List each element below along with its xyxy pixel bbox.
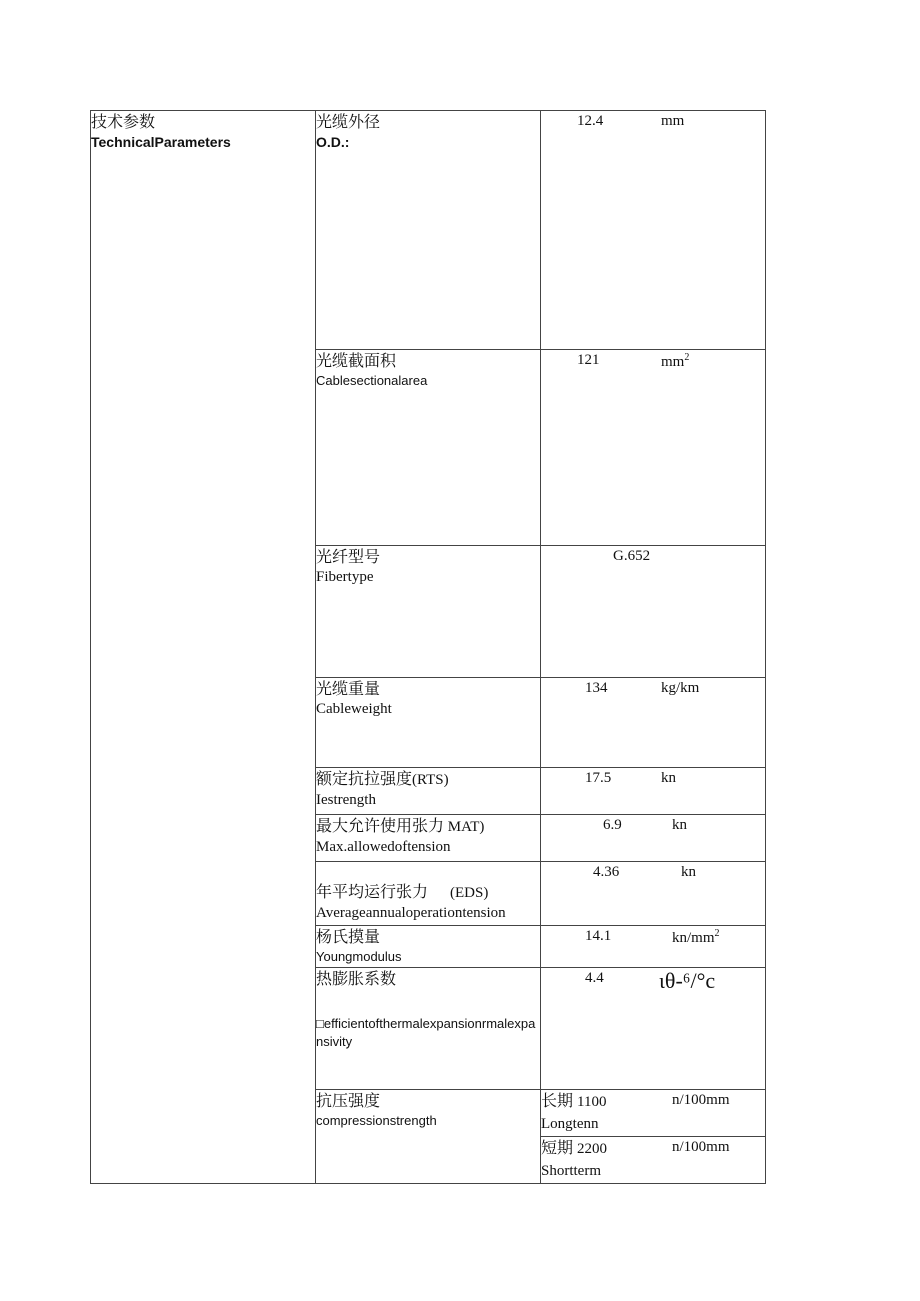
short-term-label-en: Shortterm [541, 1163, 601, 1179]
param-value: 121 [577, 352, 600, 368]
param-label-cell [316, 678, 541, 768]
section-cell [91, 111, 316, 1184]
param-value-cell [541, 926, 766, 968]
technical-parameters-table [90, 110, 766, 1184]
section-title-cn: 技术参数 [91, 112, 156, 131]
param-value-cell [541, 862, 766, 926]
param-unit: $kn/mm^2$ [672, 928, 720, 946]
param-value-cell [541, 768, 766, 815]
param-name-cn: 抗压强度 [316, 1091, 381, 1110]
param-name-en: Max.allowedoftension [316, 839, 451, 855]
param-value: 6.9 [603, 817, 622, 833]
param-label-cell [316, 350, 541, 546]
param-unit: $mm^2$ [661, 352, 690, 370]
param-value-cell [541, 111, 766, 350]
param-name-cn: 杨氏摸量 [316, 927, 381, 946]
param-name-cn: 光缆截面积 [316, 351, 397, 370]
param-label-cell [316, 768, 541, 815]
param-value-cell [541, 1137, 766, 1184]
param-name-en: Averageannualoperationtension [316, 905, 506, 921]
param-label-cell [316, 815, 541, 862]
param-value-cell [541, 350, 766, 546]
param-name-cn: 最大允许使用张力 MAT) [316, 816, 485, 835]
param-value: 12.4 [577, 113, 604, 129]
param-unit: kn [672, 817, 687, 833]
param-name-en: Fibertype [316, 569, 374, 585]
param-name-en: □efficientofthermalexpansionrmalexpansivity [316, 1016, 536, 1049]
section-title-en: TechnicalParameters [91, 134, 231, 150]
param-name-cn: 额定抗拉强度(RTS) [316, 769, 449, 788]
long-term-label-en: Longtenn [541, 1116, 599, 1132]
param-value-cell [541, 968, 766, 1090]
param-label-cell [316, 968, 541, 1090]
param-unit: kg/km [661, 680, 700, 696]
param-name-en: Cableweight [316, 701, 392, 717]
param-name-en: Youngmodulus [316, 949, 402, 964]
param-name-cn: 光缆重量 [316, 679, 381, 698]
param-value-cell [541, 678, 766, 768]
param-unit: n/100mm [672, 1139, 730, 1155]
param-name-en: Cablesectionalarea [316, 373, 428, 388]
param-value: 4.36 [593, 864, 620, 880]
long-term-value: 长期 1100 [541, 1091, 607, 1110]
param-name-cn: 光缆外径 [316, 112, 381, 131]
param-unit: kn [661, 770, 676, 786]
param-label-cell [316, 546, 541, 678]
param-label-cell [316, 111, 541, 350]
param-name-cn: 年平均运行张力 (EDS) [316, 882, 489, 901]
param-unit: mm [661, 113, 685, 129]
short-term-value: 短期 2200 [541, 1138, 608, 1157]
param-unit: ιθ-⁶/°c [659, 968, 716, 993]
param-value-cell [541, 546, 766, 678]
param-label-cell [316, 926, 541, 968]
param-name-en: compressionstrength [316, 1113, 437, 1128]
param-name-cn: 光纤型号 [316, 547, 381, 566]
param-value-cell [541, 1090, 766, 1137]
param-value: G.652 [613, 548, 651, 564]
param-label-cell [316, 1090, 541, 1184]
param-value: 17.5 [585, 770, 612, 786]
param-value: 4.4 [585, 970, 604, 986]
param-value-cell [541, 815, 766, 862]
param-name-en: O.D.: [316, 134, 350, 150]
param-value: 134 [585, 680, 608, 696]
param-unit: kn [681, 864, 696, 880]
param-name-en: Iestrength [316, 792, 376, 808]
param-unit: n/100mm [672, 1092, 730, 1108]
param-name-cn: 热膨胀系数 [316, 969, 397, 988]
param-label-cell [316, 862, 541, 926]
param-value: 14.1 [585, 928, 612, 944]
